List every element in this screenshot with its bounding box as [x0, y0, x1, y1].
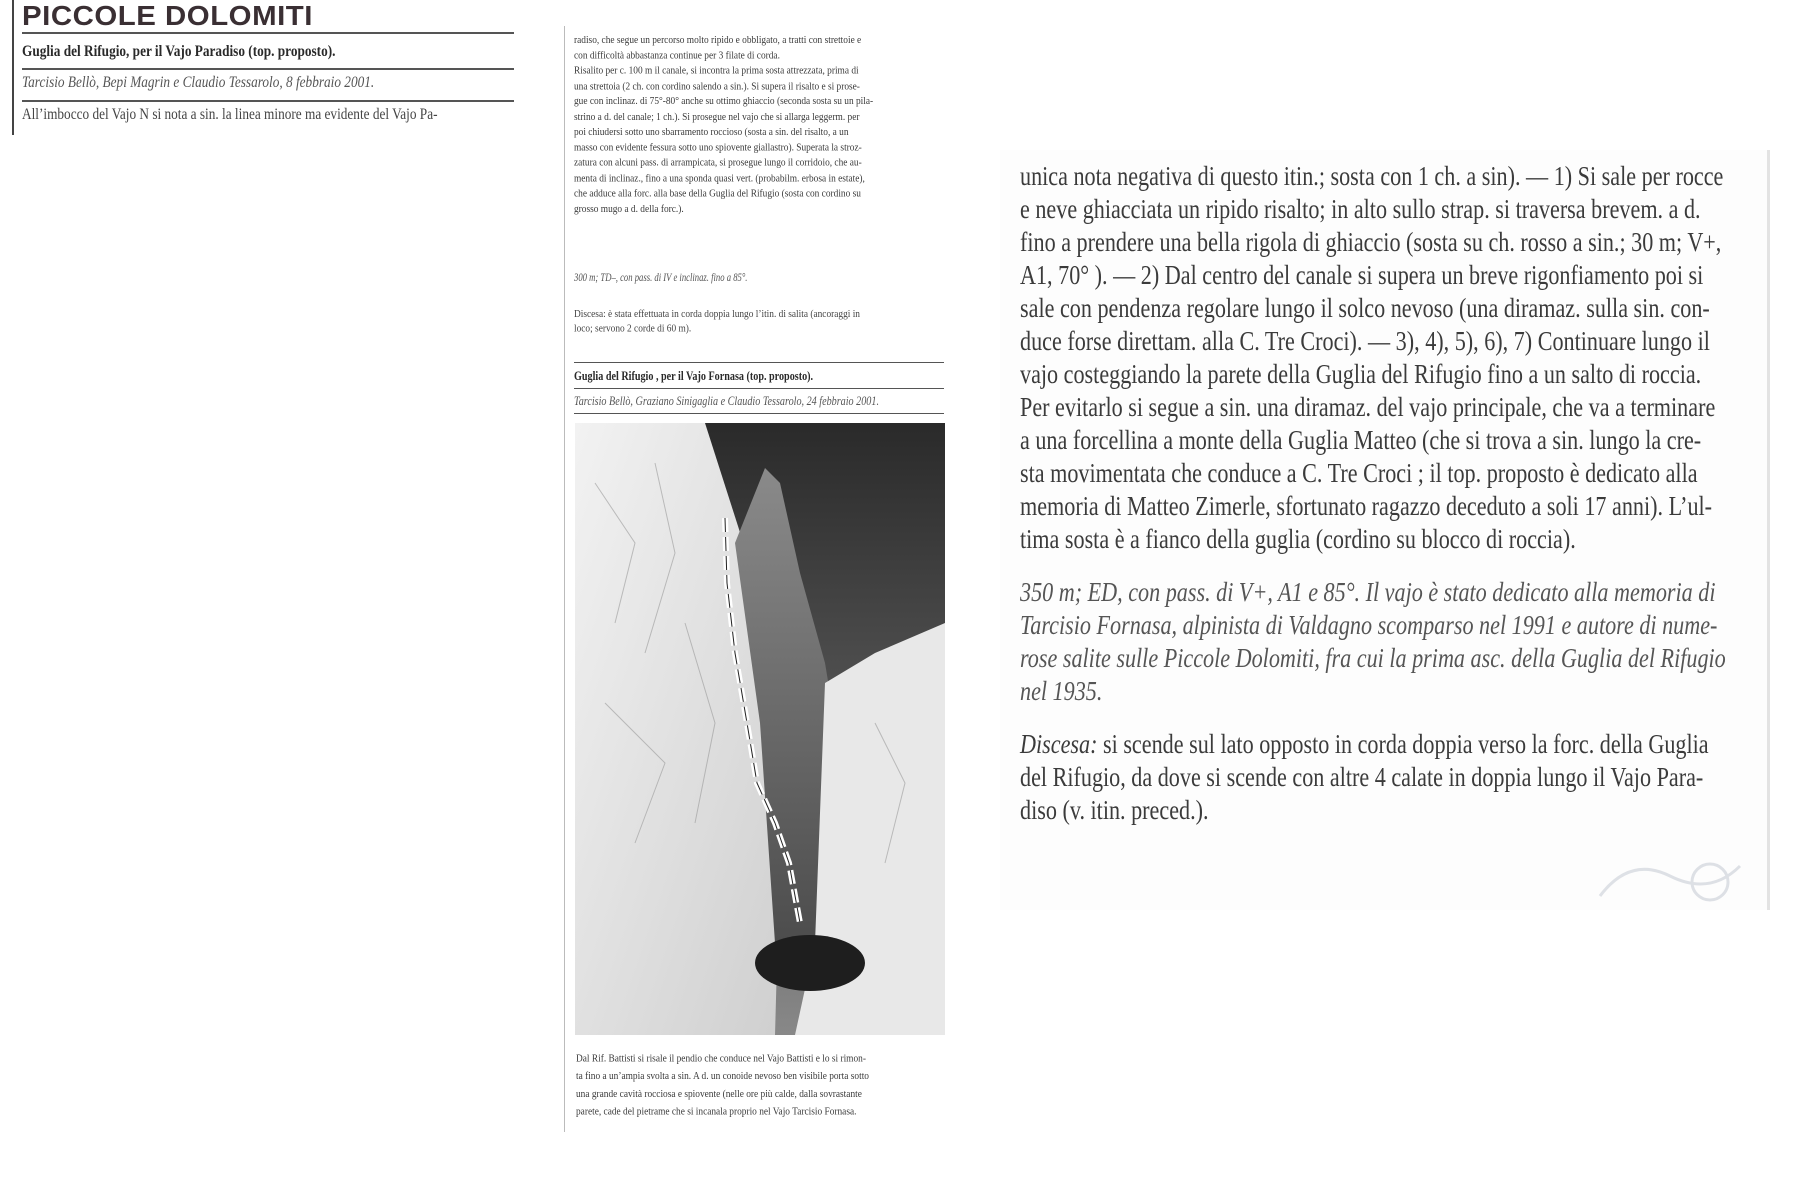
text-line: loco; servono 2 corde di 60 m). — [574, 321, 692, 335]
divider — [22, 100, 514, 102]
column-rule — [12, 0, 14, 135]
text-line: Risalito per c. 100 m il canale, si incontra la prima sosta attrezzata, prima di — [574, 63, 859, 76]
route-description — [1020, 160, 1726, 827]
descent-text: si scende sul lato opposto in corda doppia verso la forc. della Guglia — [1097, 729, 1709, 759]
text-line: grosso mugo a d. della forc.). — [574, 201, 684, 215]
route-description — [574, 32, 941, 216]
text-line: del Rifugio, da dove si scende con altre 4 calate in doppia lungo il Vajo Para- — [1020, 762, 1704, 792]
scan-edge — [1767, 150, 1770, 910]
stats-line: 350 m; ED, con pass. di V+, A1 e 85°. Il vajo è stato dedicato alla memoria di — [1020, 577, 1716, 607]
text-line: unica nota negativa di questo itin.; sosta con 1 ch. a sin). — 1) Si sale per rocce — [1020, 161, 1724, 191]
text-line: Per evitarlo si segue a sin. una diramaz. del vajo principale, che va a terminare — [1020, 392, 1716, 422]
route-title: Guglia del Rifugio, per il Vajo Paradiso (top. proposto). — [22, 43, 336, 60]
stats-line: nel 1935. — [1020, 676, 1103, 706]
text-line: una grande cavità rocciosa e spiovente (nelle ore più calde, dalla sovrastante — [576, 1086, 862, 1100]
stats-line: rose salite sulle Piccole Dolomiti, fra cui la prima asc. della Guglia del Rifugio — [1020, 643, 1726, 673]
text-line: e neve ghiacciata un ripido risalto; in alto sullo strap. si traversa brevem. a d. — [1020, 194, 1701, 224]
text-line: una strettoia (2 ch. con cordino salendo a sin.). Si supera il risalto e si prose- — [574, 78, 860, 92]
body-text: All’imbocco del Vajo N si nota a sin. la linea minore ma evidente del Vajo Pa- — [22, 106, 438, 123]
divider — [574, 413, 944, 414]
mountain-photo — [575, 423, 945, 1035]
stamp-watermark — [1590, 846, 1750, 902]
mountain-photo-image — [575, 423, 945, 1035]
text-line: sta movimentata che conduce a C. Tre Croci ; il top. proposto è dedicato alla — [1020, 458, 1698, 488]
divider — [574, 362, 944, 363]
descent-label: Discesa: — [1020, 729, 1098, 759]
text-line: tima sosta è a fianco della guglia (cordino su blocco di roccia). — [1020, 524, 1576, 554]
route-authors: Tarcisio Bellò, Bepi Magrin e Claudio Tessarolo, 8 febbraio 2001. — [22, 74, 375, 91]
divider — [22, 32, 514, 34]
text-line: zatura con alcuni pass. di arrampicata, si prosegue lungo il corridoio, che au- — [574, 155, 862, 169]
text-line: masso con evidente fessura sotto uno spiovente giallastro). Superata la stroz- — [574, 140, 862, 153]
text-line: ta fino a un’ampia svolta a sin. A d. un conoide nevoso ben visibile porta sotto — [576, 1069, 869, 1082]
text-line: diso (v. itin. preced.). — [1020, 795, 1209, 825]
text-line: che adduce alla forc. alla base della Guglia del Rifugio (sosta con cordino su — [574, 186, 861, 199]
text-line: parete, cade del pietrame che si incanala proprio nel Vajo Tarcisio Fornasa. — [576, 1104, 857, 1118]
text-line: strino a d. del canale; 1 ch.). Si prosegue nel vajo che si allarga leggerm. per — [574, 109, 860, 123]
text-line: sale con pendenza regolare lungo il solco nevoso (una diramaz. sulla sin. con- — [1020, 293, 1710, 323]
text-line: Dal Rif. Battisti si risale il pendio che conduce nel Vajo Battisti e lo si rimon- — [576, 1051, 866, 1065]
photo-caption — [576, 1049, 936, 1120]
divider — [574, 388, 944, 389]
text-line: Discesa: è stata effettuata in corda doppia lungo l’itin. di salita (ancoraggi in — [574, 306, 860, 320]
article-header-column — [12, 0, 512, 135]
text-line: poi chiudersi sotto uno sbarramento roccioso (sosta a sin. del risalto, a un — [574, 124, 849, 138]
route-stats: 300 m; TD–, con pass. di IV e inclinaz. fino a 85°. — [574, 270, 748, 284]
text-line: menta di inclinaz., fino a una sponda quasi vert. (probabilm. erbosa in estate), — [574, 171, 865, 184]
column-rule — [564, 26, 565, 1132]
text-line: radiso, che segue un percorso molto ripido e obbligato, a tratti con strettoie e — [574, 32, 862, 46]
descent-info — [574, 306, 948, 336]
descent-line — [1020, 728, 1709, 761]
stats-line: Tarcisio Fornasa, alpinista di Valdagno scomparso nel 1991 e autore di nume- — [1020, 610, 1718, 640]
text-line: gue con inclinaz. di 75°-80° anche su ottimo ghiaccio (seconda sosta su un pila- — [574, 94, 874, 107]
divider — [22, 68, 514, 70]
scanned-text-block — [1000, 150, 1770, 910]
text-line: fino a prendere una bella rigola di ghiaccio (sosta su ch. rosso a sin.; 30 m; V+, — [1020, 227, 1722, 257]
route-authors: Tarcisio Bellò, Graziano Sinigaglia e Claudio Tessarolo, 24 febbraio 2001. — [574, 393, 879, 408]
middle-column — [560, 26, 950, 1132]
text-line: a una forcellina a monte della Guglia Matteo (che si trova a sin. lungo la cre- — [1020, 425, 1702, 455]
route-title: Guglia del Rifugio , per il Vajo Fornasa (top. proposto). — [574, 368, 814, 383]
text-line: con difficoltà abbastanza continue per 3 filate di corda. — [574, 48, 780, 61]
text-line: vajo costeggiando la parete della Guglia del Rifugio fino a un salto di roccia. — [1020, 359, 1702, 389]
text-line: A1, 70° ). — 2) Dal centro del canale si supera un breve rigonfiamento poi si — [1020, 260, 1704, 290]
text-line: memoria di Matteo Zimerle, sfortunato ragazzo deceduto a soli 17 anni). L’ul- — [1020, 491, 1713, 521]
text-line: duce forse direttam. alla C. Tre Croci). — 3), 4), 5), 6), 7) Continuare lungo il — [1020, 326, 1710, 356]
section-title: PICCOLE DOLOMITI — [22, 0, 313, 31]
